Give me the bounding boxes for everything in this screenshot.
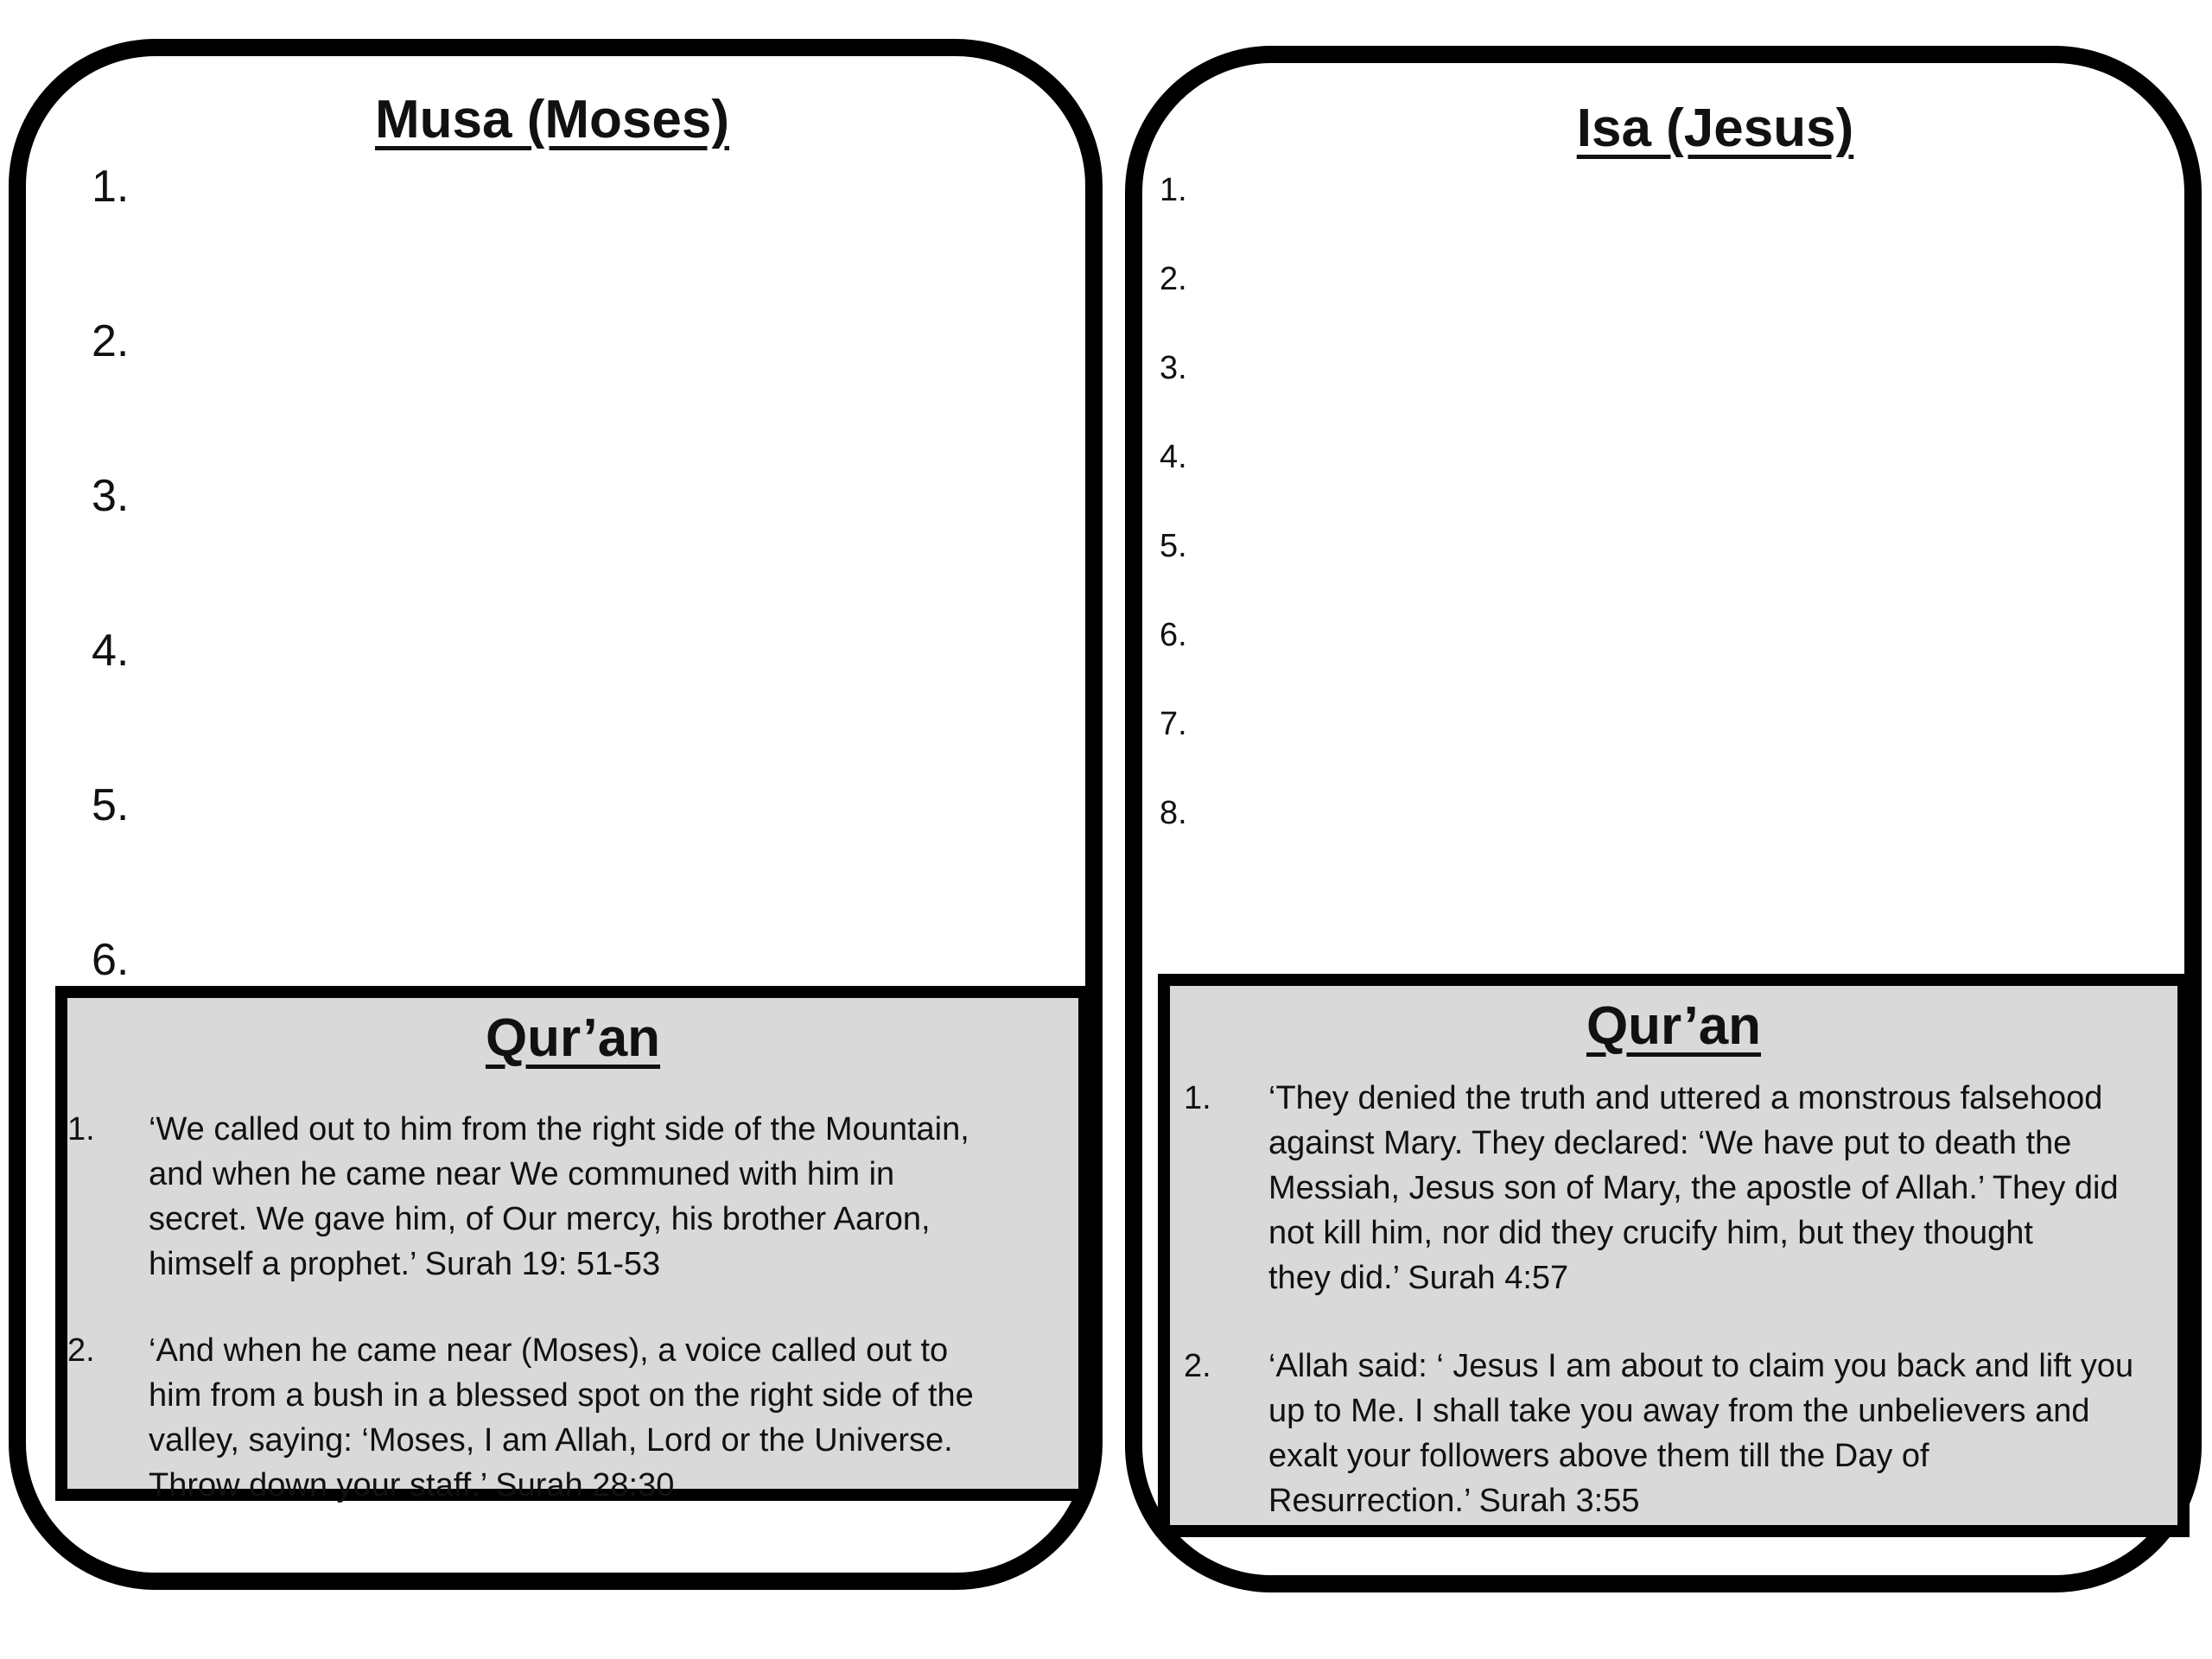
isa-number-4: 4. bbox=[1160, 439, 1187, 475]
isa-quran-title: Qur’an bbox=[1586, 996, 1762, 1056]
isa-number-6: 6. bbox=[1160, 617, 1187, 653]
musa-number-3: 3. bbox=[92, 471, 130, 521]
isa-number-8: 8. bbox=[1160, 795, 1187, 831]
isa-number-1: 1. bbox=[1160, 172, 1187, 208]
musa-quran-box bbox=[55, 986, 1090, 1501]
isa-quran-box bbox=[1158, 974, 2190, 1537]
isa-quote-number: 1. bbox=[1184, 1080, 1211, 1116]
musa-number-1: 1. bbox=[92, 162, 130, 212]
musa-number-6: 6. bbox=[92, 935, 130, 985]
musa-card bbox=[9, 39, 1103, 1590]
isa-number-7: 7. bbox=[1160, 706, 1187, 742]
musa-number-5: 5. bbox=[92, 780, 130, 830]
musa-title: Musa (Moses) bbox=[375, 90, 729, 149]
musa-quote-number: 1. bbox=[67, 1111, 95, 1147]
musa-quote-text: ‘And when he came near (Moses), a voice called out to him from a bush in a blessed spot on the right side of the valley, saying: ‘Moses, I am Allah, Lord or the Universe. Throw down your staff.’ Surah 28:30 bbox=[149, 1332, 974, 1503]
isa-quote-text: ‘Allah said: ‘ Jesus I am about to claim you back and lift you up to Me. I shall take you away from the unbelievers and exalt your followers above them till the Day of Resurrection.’ Surah 3:55 bbox=[1268, 1348, 2134, 1519]
isa-number-3: 3. bbox=[1160, 350, 1187, 386]
musa-quran-title: Qur’an bbox=[485, 1008, 661, 1068]
isa-title: Isa (Jesus) bbox=[1576, 99, 1854, 158]
isa-number-5: 5. bbox=[1160, 528, 1187, 564]
isa-card bbox=[1125, 46, 2202, 1592]
isa-quote-number: 2. bbox=[1184, 1348, 1211, 1384]
musa-number-2: 2. bbox=[92, 316, 130, 366]
musa-quote-number: 2. bbox=[67, 1332, 95, 1369]
musa-quote-text: ‘We called out to him from the right side of the Mountain, and when he came near We communed with him in secret. We gave him, of Our mercy, his brother Aaron, himself a prophet.’ Surah 19: 51-53 bbox=[149, 1111, 969, 1282]
isa-number-2: 2. bbox=[1160, 261, 1187, 297]
isa-quote-text: ‘They denied the truth and uttered a monstrous falsehood against Mary. They declared: ‘We have put to death the Messiah, Jesus son of Mary, the apostle of Allah.’ They did not kill him, nor did they crucify him, but they thought they did.’ Surah 4:57 bbox=[1268, 1080, 2119, 1296]
musa-number-4: 4. bbox=[92, 626, 130, 676]
